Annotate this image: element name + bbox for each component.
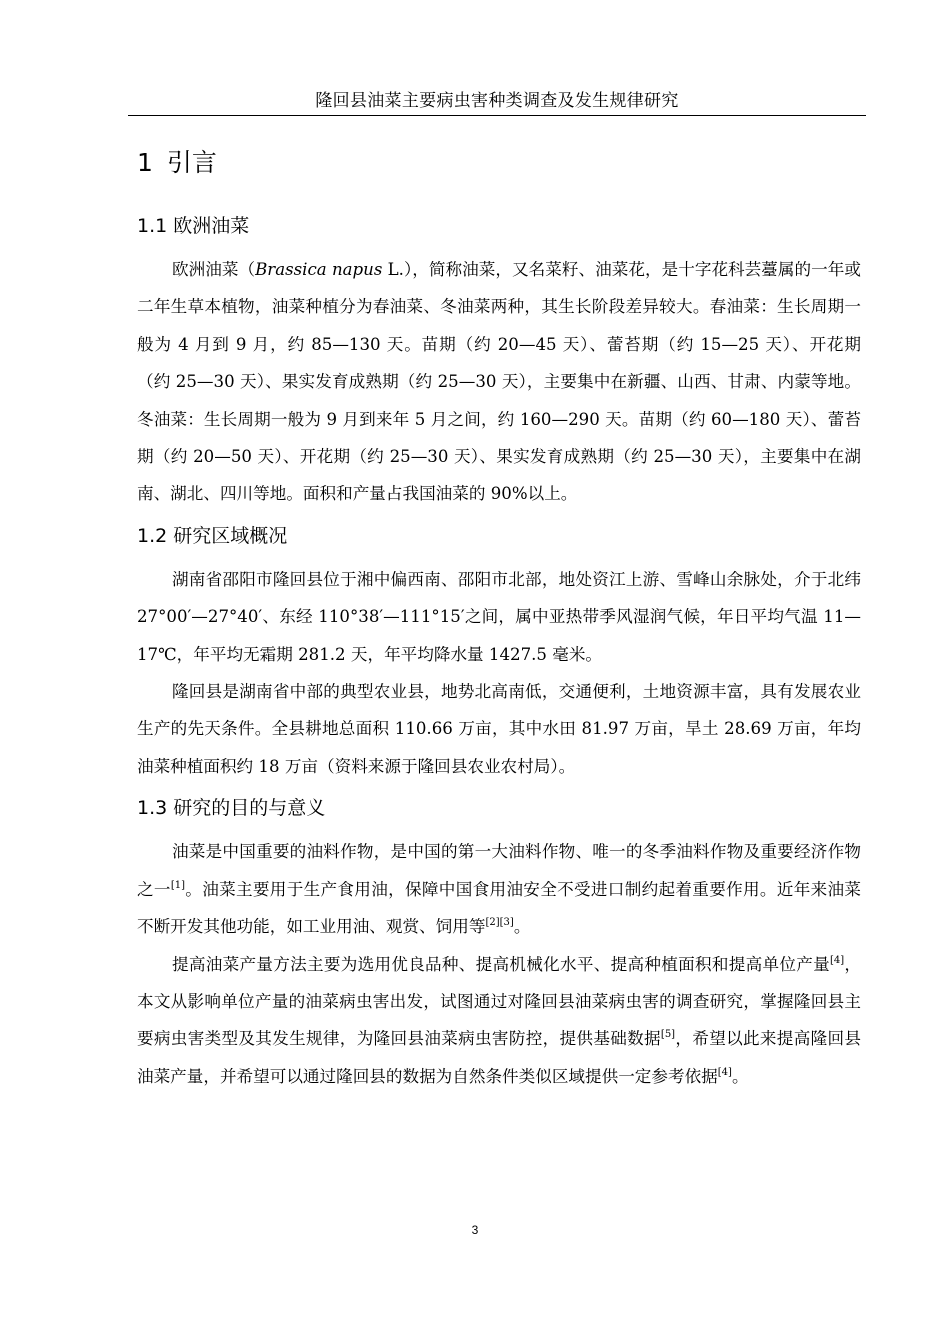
running-header: 隆回县油菜主要病虫害种类调查及发生规律研究 — [128, 90, 866, 116]
chapter-title — [137, 145, 861, 181]
chapter-number: 1 — [137, 148, 153, 177]
paragraph: 提高油菜产量方法主要为选用优良品种、提高机械化水平、提高种植面积和提高单位产量[4]，本文从影响单位产量的油菜病虫害出发，试图通过对隆回县油菜病虫害的调查研究，掌握隆回县主要病虫害类型及其发生规律，为隆回县油菜病虫害防控，提供基础数据[5]，希望以此来提高隆回县油菜产量，并希望可以通过隆回县的数据为自然条件类似区域提供一定参考依据[4]。 — [137, 954, 862, 1086]
section-heading-1-2: 1.2 研究区域概况 — [137, 524, 288, 547]
section-heading-1-1: 1.1 欧洲油菜 — [137, 215, 250, 237]
paragraph: 湖南省邵阳市隆回县位于湘中偏西南、邵阳市北部，地处资江上游、雪峰山余脉处，介于北纬 27°00′—27°40′、东经 110°38′—111°15′之间，属中亚热带季风湿润气候，年日平均气温 11—17℃，年平均无霜期 281.2 天，年平均降水量 1427.5 毫米。 — [137, 569, 861, 664]
citation[interactable]: [1] — [170, 879, 185, 891]
page-number: 3 — [471, 1223, 479, 1237]
species-name: Brassica napus — [255, 260, 383, 279]
paragraph: 欧洲油菜（Brassica napus L.），简称油菜，又名菜籽、油菜花，是十字花科芸薹属的一年或二年生草本植物，油菜种植分为春油菜、冬油菜两种，其生长阶段差异较大。春油菜：生长周期一般为 4 月到 9 月，约 85—130 天。苗期（约 20—45 天）、蕾苔期（约 15—25 天）、开花期（约 25—30 天）、果实发育成熟期（约 25—30 天），主要集中在新疆、山西、甘肃、内蒙等地。冬油菜：生长周期一般为 9 月到来年 5 月之间，约 160—290 天。苗期（约 60—180 天）、蕾苔期（约 20—50 天）、开花期（约 25—30 天）、果实发育成熟期（约 25—30 天），主要集中在湖南、湖北、四川等地。面积和产量占我国油菜的 90%以上。 — [137, 260, 861, 504]
paragraph: 隆回县是湖南省中部的典型农业县，地势北高南低，交通便利，土地资源丰富，具有发展农业生产的先天条件。全县耕地总面积 110.66 万亩，其中水田 81.97 万亩，旱土 28.69 万亩，年均油菜种植面积约 18 万亩（资料来源于隆回县农业农村局）。 — [137, 682, 861, 776]
paragraph: 油菜是中国重要的油料作物，是中国的第一大油料作物、唯一的冬季油料作物及重要经济作物之一[1]。油菜主要用于生产食用油，保障中国食用油安全不受进口制约起着重要作用。近年来油菜不断开发其他功能，如工业用油、观赏、饲用等[2][3]。 — [137, 842, 862, 937]
citation[interactable]: [4] — [717, 1066, 732, 1078]
citation[interactable]: [2][3] — [485, 917, 514, 929]
section-heading-1-3: 1.3 研究的目的与意义 — [137, 797, 326, 820]
page-body — [137, 145, 861, 1095]
citation[interactable]: [4] — [829, 954, 845, 966]
chapter-title-text: 引言 — [166, 148, 217, 177]
citation[interactable]: [5] — [660, 1029, 676, 1041]
